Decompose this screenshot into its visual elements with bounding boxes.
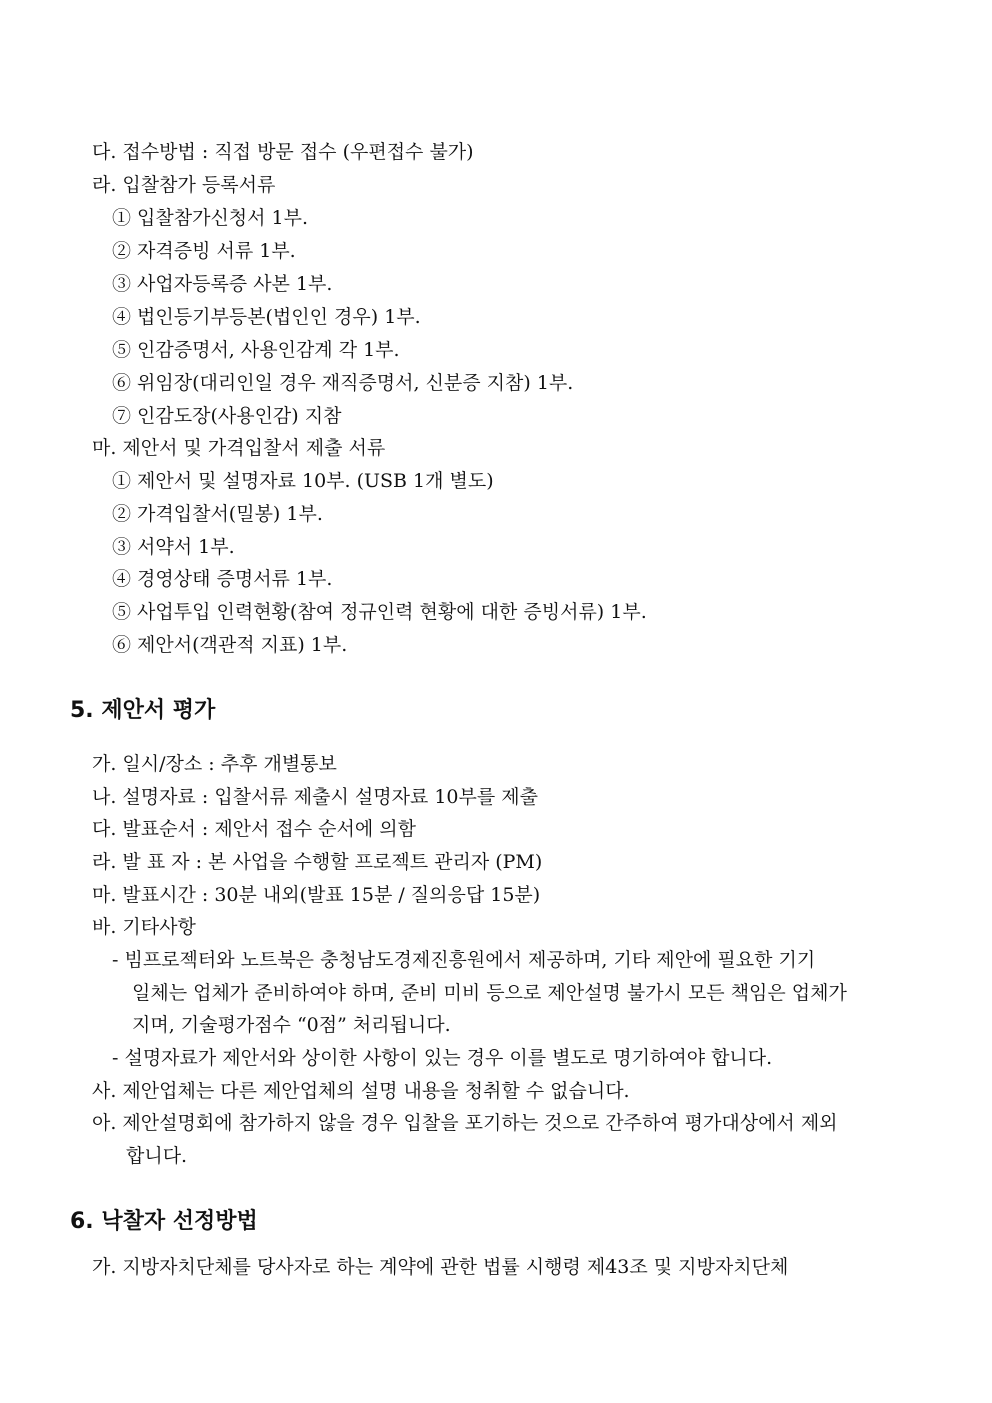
other-matters-bullet-1-line-2: 일체는 업체가 준비하여야 하며, 준비 미비 등으로 제안설명 불가시 모든 책임은 업체가 [132,982,847,1004]
evaluation-schedule: 가. 일시/장소 : 추후 개별통보 [92,753,337,775]
registration-doc-item: ④ 법인등기부등본(법인인 경우) 1부. [112,306,421,328]
absence-rule-line-1: 아. 제안설명회에 참가하지 않을 경우 입찰을 포기하는 것으로 간주하여 평가대상에서 제외 [92,1112,838,1134]
presentation-time: 마. 발표시간 : 30분 내외(발표 15분 / 질의응답 15분) [92,884,541,906]
bullet-text: - 빔프로젝터와 노트북은 충청남도경제진흥원에서 제공하며, 기타 제안에 필요한 기기 [112,949,816,971]
proposal-doc-item: ③ 서약서 1부. [112,536,235,558]
proposal-doc-item: ⑤ 사업투입 인력현황(참여 정규인력 현황에 대한 증빙서류) 1부. [112,601,647,623]
registration-doc-item: ⑤ 인감증명서, 사용인감계 각 1부. [112,339,400,361]
section-6-heading: 6. 낙찰자 선정방법 [70,1209,258,1234]
evaluation-materials: 나. 설명자료 : 입찰서류 제출시 설명자료 10부를 제출 [92,786,538,808]
registration-doc-item: ⑥ 위임장(대리인일 경우 재직증명서, 신분증 지참) 1부. [112,372,574,394]
presenter: 라. 발 표 자 : 본 사업을 수행할 프로젝트 관리자 (PM) [92,851,543,873]
registration-docs-title: 라. 입찰참가 등록서류 [92,174,276,196]
other-matters-bullet-2: - 설명자료가 제안서와 상이한 사항이 있는 경우 이를 별도로 명기하여야 합니다. [112,1047,773,1069]
selection-method-line-1: 가. 지방자치단체를 당사자로 하는 계약에 관한 법률 시행령 제43조 및 지방자치단체 [92,1256,789,1278]
other-matters-bullet-1-line-1 [112,948,920,972]
section-5-heading: 5. 제안서 평가 [70,698,216,723]
registration-doc-item: ⑦ 인감도장(사용인감) 지참 [112,405,342,427]
presentation-order: 다. 발표순서 : 제안서 접수 순서에 의함 [92,818,416,840]
proposal-doc-item: ⑥ 제안서(객관적 지표) 1부. [112,634,348,656]
submission-method: 다. 접수방법 : 직접 방문 접수 (우편접수 불가) [92,141,474,163]
proposal-doc-item: ① 제안서 및 설명자료 10부. (USB 1개 별도) [112,470,494,492]
proposal-doc-item: ② 가격입찰서(밀봉) 1부. [112,503,323,525]
registration-doc-item: ③ 사업자등록증 사본 1부. [112,273,333,295]
registration-doc-item: ① 입찰참가신청서 1부. [112,207,309,229]
proposal-docs-title: 마. 제안서 및 가격입찰서 제출 서류 [92,437,386,459]
absence-rule-line-2: 합니다. [126,1145,188,1167]
other-matters-title: 바. 기타사항 [92,916,196,938]
registration-doc-item: ② 자격증빙 서류 1부. [112,240,296,262]
proposal-doc-item: ④ 경영상태 증명서류 1부. [112,568,333,590]
no-listening-rule: 사. 제안업체는 다른 제안업체의 설명 내용을 청취할 수 없습니다. [92,1080,630,1102]
other-matters-bullet-1-line-3: 지며, 기술평가점수 “0점” 처리됩니다. [132,1014,451,1036]
